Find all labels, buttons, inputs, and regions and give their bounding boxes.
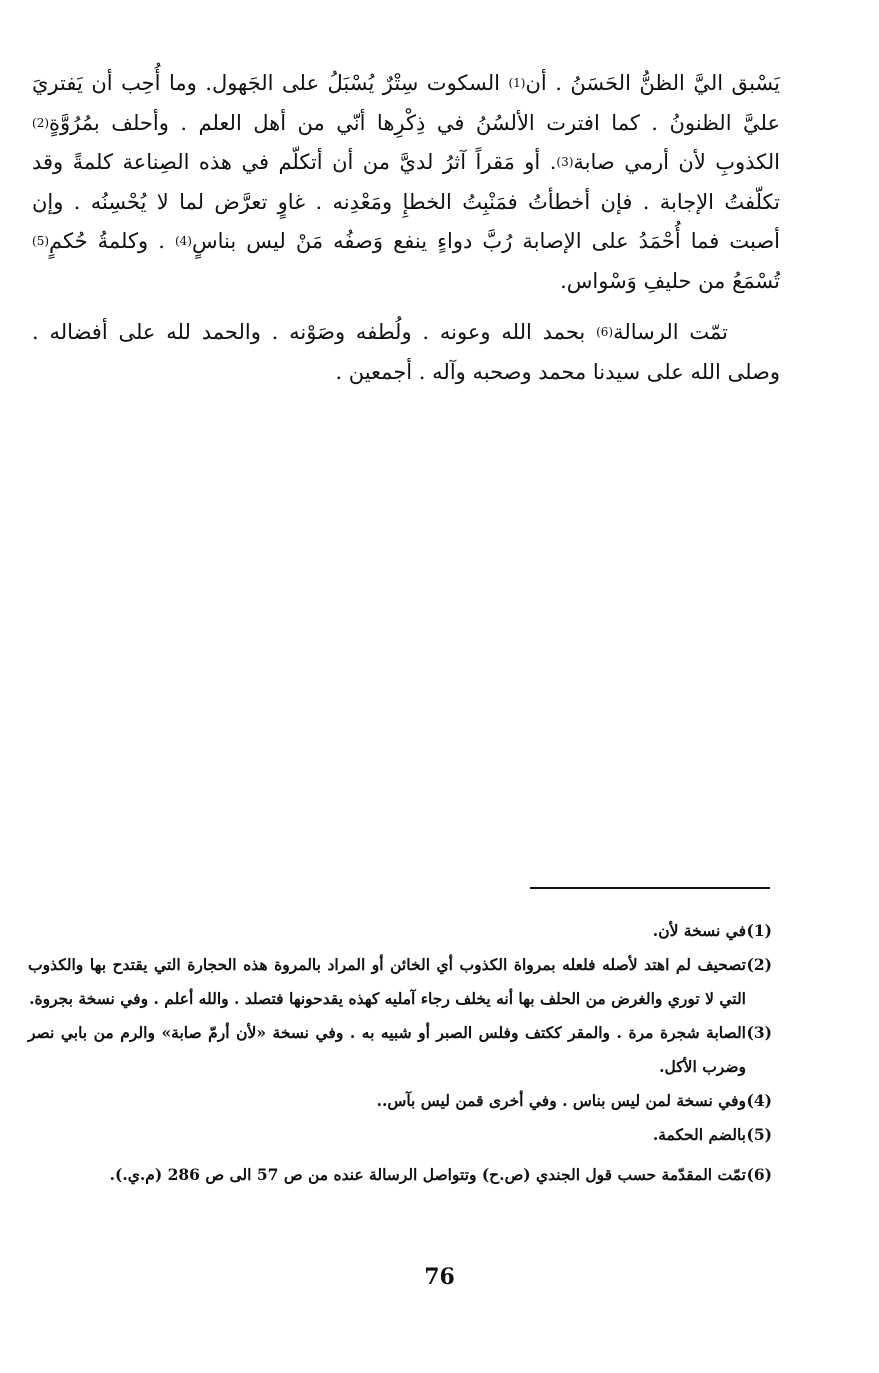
footnote-marker: (6) [596, 325, 614, 339]
footnote-number: (3) [746, 1023, 772, 1042]
footnote-2 [28, 948, 772, 1016]
footnote-number: (6) [746, 1165, 772, 1184]
footnote-text: تمّت المقدّمة حسب قول الجندي (ص.ح) وتتواصل الرسالة عنده من ص 57 الى ص 286 (م.ي.). [109, 1165, 746, 1184]
footnote-4 [28, 1084, 772, 1118]
footnote-separator [530, 887, 770, 889]
footnote-marker: (2) [32, 115, 50, 130]
main-paragraph-1: يَسْبق اليَّ الظنُّ الحَسَنُ . أن$^{(1)}$ السكوت سِتْرٌ يُسْبَلُ على الجَهول. وما أُحِب أن يَفتريَ عليَّ الظنونُ . كما افترت الألسُنُ في ذِكْرِها أنّي من أهل العلم . وأحلف بمُرُوَّةٍ$^{(2)}$ الكذوبِ لأن أرمي صابة$^{(3)}$. أو مَقراً آثرُ لديَّ من أن أتكلّم في هذه الصِناعة كلمةً وقد تكلّفتُ الإجابة . فإن أخطأتُ فمَنْبِتُ الخطإِ ومَعْدِنه . غاوٍ تعرَّض لما لا يُحْسِنُه . وإن أصبت فما أُحْمَدُ على الإصابة رُبَّ دواءٍ ينفع وَصفُه مَنْ ليس بناسٍ$^{(4)}$ . وكلمةُ حُكمٍ$^{(5)}$ تُسْمَعُ من حليفِ وَسْواس. [32, 71, 781, 293]
footnotes [28, 914, 772, 1192]
footnote-marker: (4) [174, 234, 192, 248]
footnote-5 [28, 1118, 772, 1152]
footnote-number: (2) [746, 955, 772, 974]
footnote-number: (1) [746, 921, 772, 940]
footnote-3 [28, 1016, 772, 1084]
footnote-number: (4) [746, 1091, 772, 1110]
main-text [32, 64, 780, 392]
footnote-marker: (5) [32, 234, 50, 248]
footnote-number: (5) [746, 1125, 772, 1144]
footnote-text: الصابة شجرة مرة . والمقر ككتف وفلس الصبر أو شبيه به . وفي نسخة «لأن أرمّ صابة» والرم من بابي نصر وضرب الأكل. [28, 1023, 746, 1076]
footnote-text: بالضم الحكمة. [652, 1125, 746, 1144]
footnote-text: وفي نسخة لمن ليس بناس . وفي أخرى قمن ليس بآس.. [376, 1091, 746, 1110]
main-paragraph-2: تمّت الرسالة$^{(6)}$ بحمد الله وعونه . ولُطفه وصَوْنه . والحمد لله على أفضاله . وصلى الله على سيدنا محمد وصحبه وآله . أجمعين . [32, 320, 780, 384]
footnote-marker: (3) [556, 155, 574, 169]
footnote-1 [28, 914, 772, 948]
footnote-text: تصحيف لم اهتد لأصله فلعله بمرواة الكذوب أي الخائن أو المراد بالمروة هذه الحجارة التي يقتدح بها والكذوب التي لا توري والغرض من الحلف بها أنه يخلف رجاء آمليه كهذه يقدحونها فتصلد . والله أعلم . وفي نسخة بجروة. [28, 955, 746, 1008]
footnote-marker: (1) [508, 76, 526, 90]
page-number: 76 [424, 1264, 455, 1290]
footnote-6 [28, 1158, 772, 1192]
footnote-text: في نسخة لأن. [652, 921, 746, 940]
